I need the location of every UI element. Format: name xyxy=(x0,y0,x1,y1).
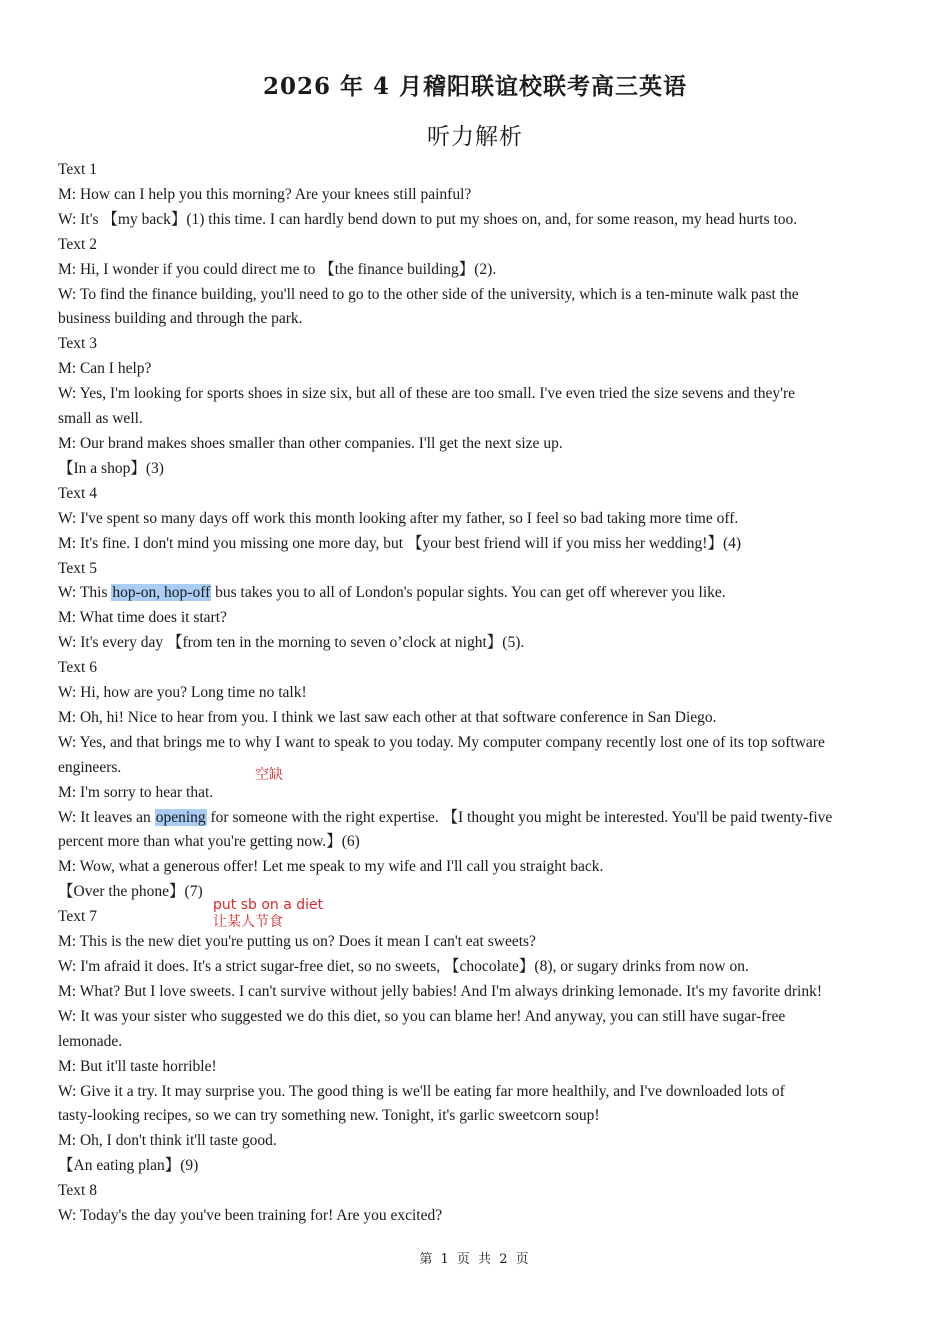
transcript-line xyxy=(58,880,893,905)
transcript-line xyxy=(58,233,893,258)
line-text: 【Over the phone】(7) xyxy=(58,883,203,901)
line-text: percent more than what you're getting now.】(6) xyxy=(58,833,360,851)
transcript-body xyxy=(58,158,893,1229)
transcript-line xyxy=(58,1204,893,1229)
line-text: lemonade. xyxy=(58,1032,123,1050)
line-text: business building and through the park. xyxy=(58,310,303,328)
transcript-line xyxy=(58,357,893,382)
line-text: engineers. xyxy=(58,758,122,776)
line-text: Text 3 xyxy=(58,335,97,353)
transcript-line xyxy=(58,1154,893,1179)
transcript-line xyxy=(58,1179,893,1204)
line-text: bus takes you to all of London's popular sights. You can get off wherever you like. xyxy=(211,584,726,602)
transcript-line xyxy=(58,208,893,233)
transcript-line xyxy=(58,407,893,432)
transcript-line xyxy=(58,656,893,681)
transcript-line xyxy=(58,1005,893,1030)
transcript-line xyxy=(58,183,893,208)
line-text: M: Wow, what a generous offer! Let me speak to my wife and I'll call you straight back. xyxy=(58,858,604,876)
transcript-line xyxy=(58,1055,893,1080)
line-text: W: Today's the day you've been training for! Are you excited? xyxy=(58,1207,443,1225)
transcript-line xyxy=(58,905,893,930)
line-text: M: Oh, hi! Nice to hear from you. I think we last saw each other at that software conference in San Diego. xyxy=(58,708,717,726)
line-text: Text 8 xyxy=(58,1182,97,1200)
transcript-line xyxy=(58,432,893,457)
line-text: W: Yes, and that brings me to why I want to speak to you today. My computer company recently lost one of its top software xyxy=(58,733,825,751)
line-text: Text 7 xyxy=(58,908,97,926)
transcript-line xyxy=(58,158,893,183)
line-text: M: What time does it start? xyxy=(58,609,227,627)
transcript-line xyxy=(58,756,893,781)
line-text: W: Yes, I'm looking for sports shoes in size six, but all of these are too small. I've even tried the size sevens and they're xyxy=(58,385,795,403)
transcript-line xyxy=(58,482,893,507)
line-text: W: I've spent so many days off work this month looking after my father, so I feel so bad taking more time off. xyxy=(58,509,739,527)
highlighted-phrase: hop-on, hop-off xyxy=(112,584,211,602)
line-text: W: It's 【my back】(1) this time. I can hardly bend down to put my shoes on, and, for some reason, my head hurts too. xyxy=(58,210,798,228)
transcript-line xyxy=(58,1129,893,1154)
line-text: W: It was your sister who suggested we do this diet, so you can blame her! And anyway, you can still have sugar-free xyxy=(58,1007,786,1025)
transcript-line xyxy=(58,930,893,955)
line-text: M: It's fine. I don't mind you missing one more day, but 【your best friend will if you miss her wedding!】(4) xyxy=(58,534,742,552)
transcript-line xyxy=(58,1080,893,1105)
transcript-line xyxy=(58,980,893,1005)
transcript-line xyxy=(58,532,893,557)
line-text: M: Oh, I don't think it'll taste good. xyxy=(58,1132,277,1150)
line-text: Text 4 xyxy=(58,484,97,502)
transcript-line xyxy=(58,1104,893,1129)
line-text: M: But it'll taste horrible! xyxy=(58,1057,217,1075)
transcript-line xyxy=(58,307,893,332)
line-text: for someone with the right expertise. 【I thought you might be interested. You'll be paid twenty-five xyxy=(206,808,833,826)
annotation-note: put sb on a diet xyxy=(213,897,324,913)
document-title: 2026 年 4 月稽阳联谊校联考高三英语 xyxy=(262,73,688,100)
line-text: tasty-looking recipes, so we can try something new. Tonight, it's garlic sweetcorn soup! xyxy=(58,1107,600,1125)
transcript-line xyxy=(58,332,893,357)
transcript-line xyxy=(58,681,893,706)
transcript-line xyxy=(58,631,893,656)
document-subtitle: 听力解析 xyxy=(427,124,523,150)
line-text: M: I'm sorry to hear that. xyxy=(58,783,214,801)
transcript-line xyxy=(58,781,893,806)
line-text: Text 5 xyxy=(58,559,97,577)
transcript-line xyxy=(58,557,893,582)
line-text: M: Can I help? xyxy=(58,360,152,378)
line-text: Text 1 xyxy=(58,161,97,178)
line-text: M: This is the new diet you're putting us on? Does it mean I can't eat sweets? xyxy=(58,933,536,951)
transcript-line xyxy=(58,706,893,731)
transcript-line xyxy=(58,806,893,831)
line-text: M: Hi, I wonder if you could direct me to 【the finance building】(2). xyxy=(58,260,497,278)
line-text: 【In a shop】(3) xyxy=(58,459,164,477)
transcript-line xyxy=(58,507,893,532)
line-text: M: Our brand makes shoes smaller than other companies. I'll get the next size up. xyxy=(58,434,563,452)
annotation-note: 空缺 xyxy=(255,767,283,783)
transcript-line xyxy=(58,855,893,880)
line-text: W: It's every day 【from ten in the morning to seven o’clock at night】(5). xyxy=(58,634,525,652)
line-text: W: I'm afraid it does. It's a strict sugar-free diet, so no sweets, 【chocolate】(8), or sugary drinks from now on. xyxy=(58,958,749,975)
line-text: W: It leaves an xyxy=(58,808,155,826)
line-text: W: This xyxy=(58,584,112,602)
line-text: W: Hi, how are you? Long time no talk! xyxy=(58,684,307,702)
transcript-line xyxy=(58,955,893,980)
transcript-line xyxy=(58,581,893,606)
transcript-line xyxy=(58,258,893,283)
transcript-line xyxy=(58,830,893,855)
transcript-line xyxy=(58,382,893,407)
page-footer: 第 1 页 共 2 页 xyxy=(419,1252,531,1267)
line-text: Text 6 xyxy=(58,659,97,677)
line-text: 【An eating plan】(9) xyxy=(58,1157,199,1175)
transcript-line xyxy=(58,606,893,631)
line-text: M: What? But I love sweets. I can't survive without jelly babies! And I'm always drinking lemonade. It's my favorite drink! xyxy=(58,982,822,1000)
line-text: W: To find the finance building, you'll need to go to the other side of the university, which is a ten-minute walk past the xyxy=(58,285,799,303)
line-text: W: Give it a try. It may surprise you. The good thing is we'll be eating far more healthily, and I've downloaded lots of xyxy=(58,1082,785,1100)
transcript-line xyxy=(58,457,893,482)
transcript-line xyxy=(58,1030,893,1055)
line-text: Text 2 xyxy=(58,235,97,253)
line-text: M: How can I help you this morning? Are your knees still painful? xyxy=(58,185,472,203)
annotation-note: 让某人节食 xyxy=(213,914,283,930)
highlighted-phrase: opening xyxy=(155,808,206,826)
transcript-line xyxy=(58,731,893,756)
transcript-line xyxy=(58,283,893,308)
line-text: small as well. xyxy=(58,410,143,428)
